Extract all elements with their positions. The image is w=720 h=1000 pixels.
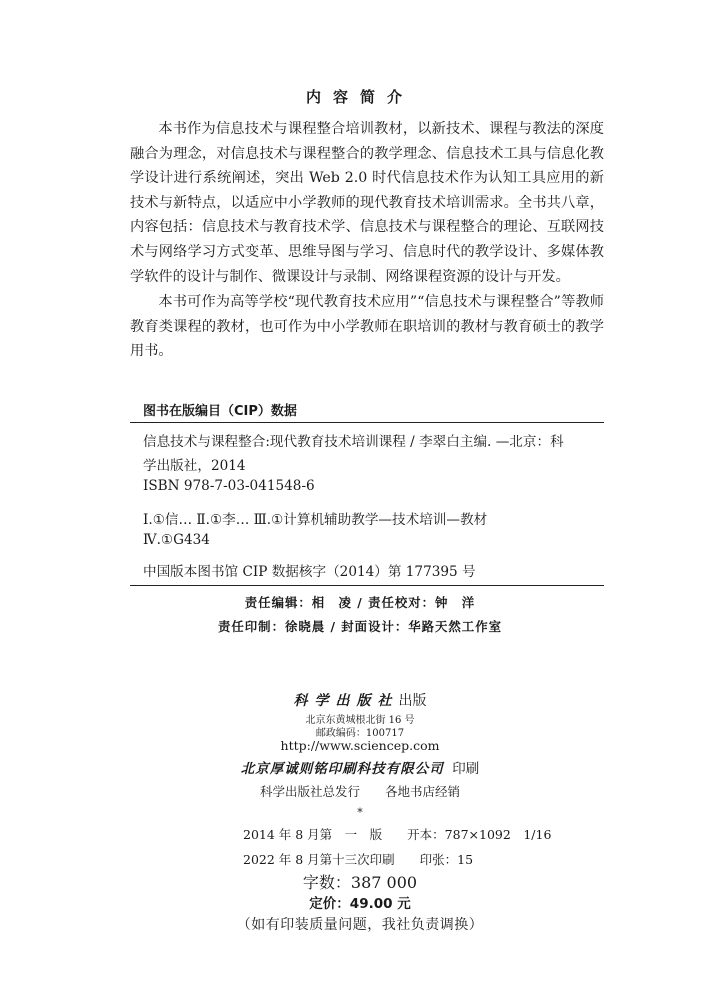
separator-star: *	[357, 806, 363, 819]
cip-classification-line-1: Ⅰ.①信… Ⅱ.①李… Ⅲ.①计算机辅助教学—技术培训—教材	[143, 512, 488, 528]
publisher-website: http://www.sciencep.com	[280, 738, 440, 753]
cip-core-number: 中国版本图书馆 CIP 数据核字（2014）第 177395 号	[143, 564, 476, 580]
publisher-line	[0, 690, 720, 710]
distribution-line: 科学出版社总发行 各地书店经销	[259, 784, 460, 799]
cip-top-rule	[130, 422, 604, 423]
staff-line-editors: 责任编辑：相 凌 / 责任校对：钟 洋	[244, 595, 476, 610]
cip-entry-line-2: 学出版社，2014	[143, 458, 246, 474]
summary-paragraph-2: 本书可作为高等学校“现代教育技术应用”“信息技术与课程整合”等教师教育类课程的教材，也可作为中小学教师在职培训的教材与教育硕士的教学用书。	[130, 294, 604, 360]
cip-bottom-rule	[130, 585, 604, 586]
printer-line	[0, 757, 720, 777]
edition-line-2: 2022 年 8 月第十三次印刷 印张：15	[243, 852, 474, 867]
summary-paragraph-1: 本书作为信息技术与课程整合培训教材，以新技术、课程与教法的深度融合为理念，对信息技术与课程整合的教学理念、信息技术工具与信息化教学设计进行系统阐述，突出 Web 2.0 时代信息技术作为认知工具应用的新技术与新特点，以适应中小学教师的现代教育技术培训需求。全书共八章，内容包括：信息技术与教育技术学、信息技术与课程整合的理论、互联网技术与网络学习方式变革、思维导图与学习、信息时代的教学设计、多媒体教学软件的设计与制作、微课设计与录制、网络课程资源的设计与开发。	[130, 121, 604, 285]
publisher-suffix: 出版	[398, 693, 427, 709]
cip-isbn: ISBN 978-7-03-041548-6	[143, 478, 315, 494]
publisher-address: 北京东黄城根北街 16 号	[305, 715, 415, 726]
quality-notice: （如有印装质量问题，我社负责调换）	[236, 917, 484, 933]
publisher-name: 科学出版社	[293, 693, 399, 709]
price: 定价：49.00 元	[309, 896, 411, 912]
printer-name: 北京厚诚则铭印刷科技有限公司	[240, 761, 444, 777]
staff-line-production: 责任印制：徐晓晨 / 封面设计：华路天然工作室	[218, 619, 502, 634]
cip-heading: 图书在版编目（CIP）数据	[143, 404, 297, 419]
cip-entry-line-1: 信息技术与课程整合:现代教育技术培训课程 / 李翠白主编. —北京：科	[143, 434, 564, 450]
cip-classification-line-2: Ⅳ.①G434	[143, 532, 210, 548]
summary-title: 内容简介	[305, 88, 414, 106]
printer-suffix: 印刷	[452, 761, 480, 777]
publisher-postcode: 邮政编码：100717	[315, 728, 405, 739]
edition-line-1: 2014 年 8 月第 一 版 开本：787×1092 1/16	[243, 827, 552, 842]
word-count: 字数：387 000	[302, 873, 418, 892]
